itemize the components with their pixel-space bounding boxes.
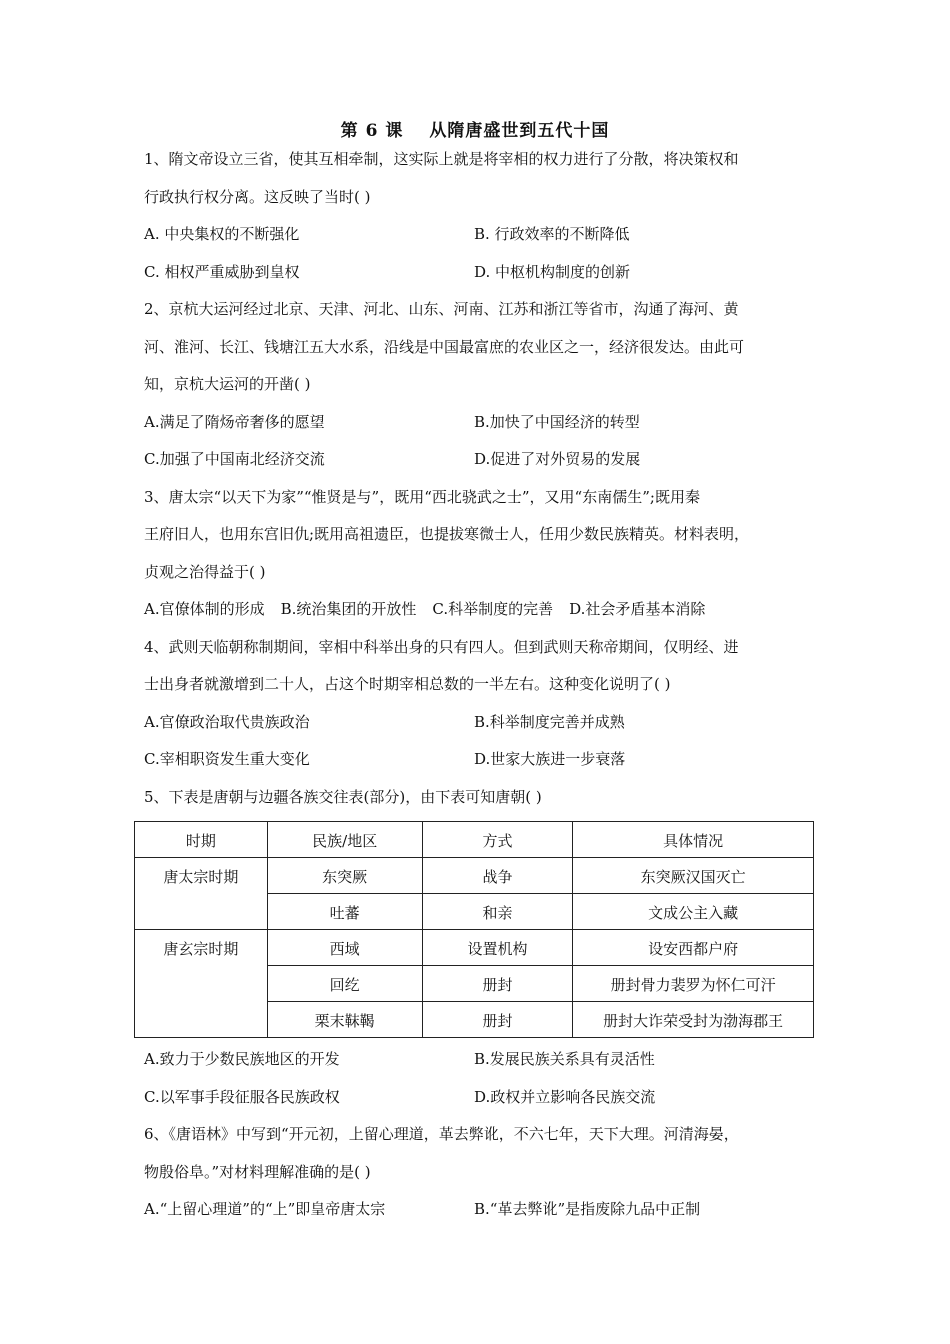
table-cell: 吐蕃 <box>267 894 422 930</box>
table-cell: 册封骨力裴罗为怀仁可汗 <box>573 966 814 1002</box>
table-cell: 设置机构 <box>422 930 573 966</box>
question-stem-line: 贞观之治得益于( ) <box>144 562 266 581</box>
table-period-cell: 唐玄宗时期 <box>135 930 268 1038</box>
table-cell: 回纥 <box>267 966 422 1002</box>
lesson-number: 第 6 课 <box>340 121 404 141</box>
option-d: D. 中枢机构制度的创新 <box>474 262 631 281</box>
option-a: A.满足了隋炀帝奢侈的愿望 <box>144 412 325 431</box>
table-cell: 册封 <box>422 1002 573 1038</box>
option-a: A.官僚体制的形成 <box>144 600 265 618</box>
table-header: 方式 <box>422 822 573 858</box>
option-b: B.发展民族关系具有灵活性 <box>474 1050 655 1068</box>
question-stem-line: 士出身者就激增到二十人，占这个时期宰相总数的一半左右。这种变化说明了( ) <box>144 675 671 693</box>
question-list <box>144 146 814 1234</box>
question-stem-line: 3、唐太宗“以天下为家”“惟贤是与”，既用“西北骁武之士”，又用“东南儒生”;既用秦 <box>144 487 700 506</box>
table-header: 民族/地区 <box>267 822 422 858</box>
question-stem-line: 行政执行权分离。这反映了当时( ) <box>144 187 371 206</box>
table-cell: 册封大诈荣受封为渤海郡王 <box>573 1002 814 1038</box>
option-c: C.宰相职资发生重大变化 <box>144 750 310 768</box>
option-b: B.统治集团的开放性 <box>280 600 417 618</box>
table-cell: 战争 <box>422 858 573 894</box>
question-stem-line: 知，京杭大运河的开凿( ) <box>144 375 311 393</box>
question-stem-line: 4、武则天临朝称制期间，宰相中科举出身的只有四人。但到武则天称帝期间，仅明经、进 <box>144 637 739 656</box>
question-stem-line: 2、京杭大运河经过北京、天津、河北、山东、河南、江苏和浙江等省市，沟通了海河、黄 <box>144 300 739 318</box>
table-cell: 和亲 <box>422 894 573 930</box>
option-a: A.官僚政治取代贵族政治 <box>144 712 310 731</box>
page-title <box>0 116 950 141</box>
table-cell: 栗末靺鞨 <box>267 1002 422 1038</box>
question-stem-line: 1、隋文帝设立三省，使其互相牵制，这实际上就是将宰相的权力进行了分散，将决策权和 <box>144 150 739 168</box>
table-cell: 东突厥 <box>267 858 422 894</box>
table-cell: 西域 <box>267 930 422 966</box>
option-c: C. 相权严重威胁到皇权 <box>144 262 300 281</box>
table-header-row <box>135 822 814 858</box>
question-2 <box>144 296 814 484</box>
option-d: D.世家大族进一步衰落 <box>474 750 626 768</box>
question-stem-line: 5、下表是唐朝与边疆各族交往表(部分)，由下表可知唐朝( ) <box>144 787 542 806</box>
table-cell: 设安西都户府 <box>573 930 814 966</box>
question-stem-line: 物殷俗阜。”对材料理解准确的是( ) <box>144 1162 371 1181</box>
option-b: B. 行政效率的不断降低 <box>474 225 630 243</box>
table-cell: 文成公主入藏 <box>573 894 814 930</box>
option-d: D.政权并立影响各民族交流 <box>474 1087 656 1106</box>
table-period-cell: 唐太宗时期 <box>135 858 268 930</box>
option-b: B.科举制度完善并成熟 <box>474 712 625 731</box>
option-d: D.促进了对外贸易的发展 <box>474 450 641 468</box>
table-header: 具体情况 <box>573 822 814 858</box>
table-row <box>135 930 814 966</box>
option-b: B.“革去弊讹”是指废除九品中正制 <box>474 1200 701 1218</box>
question-stem-line: 王府旧人，也用东宫旧仇;既用高祖遗臣，也提拔寒微士人，任用少数民族精英。材料表明， <box>144 525 750 543</box>
option-c: C.加强了中国南北经济交流 <box>144 450 325 468</box>
question-4 <box>144 634 814 784</box>
option-d: D.社会矛盾基本消除 <box>569 600 706 618</box>
relations-table <box>134 821 814 1038</box>
option-b: B.加快了中国经济的转型 <box>474 412 640 431</box>
question-stem-line: 河、淮河、长江、钱塘江五大水系，沿线是中国最富庶的农业区之一，经济很发达。由此可 <box>144 337 745 356</box>
question-6 <box>144 1121 814 1234</box>
option-a: A. 中央集权的不断强化 <box>144 225 300 243</box>
question-5 <box>144 784 814 1122</box>
option-a: A.“上留心理道”的“上”即皇帝唐太宗 <box>144 1200 386 1218</box>
table-cell: 册封 <box>422 966 573 1002</box>
question-3 <box>144 484 814 634</box>
question-stem-line: 6、《唐语林》中写到“开元初，上留心理道，革去弊讹，不六七年，天下大理。河清海晏， <box>144 1125 739 1143</box>
option-a: A.致力于少数民族地区的开发 <box>144 1050 340 1068</box>
table-row <box>135 858 814 894</box>
table-header: 时期 <box>135 822 268 858</box>
option-c: C.以军事手段征服各民族政权 <box>144 1087 340 1106</box>
lesson-topic: 从隋唐盛世到五代十国 <box>429 121 610 141</box>
question-1 <box>144 146 814 296</box>
table-cell: 东突厥汉国灭亡 <box>573 858 814 894</box>
option-c: C.科举制度的完善 <box>432 600 554 618</box>
